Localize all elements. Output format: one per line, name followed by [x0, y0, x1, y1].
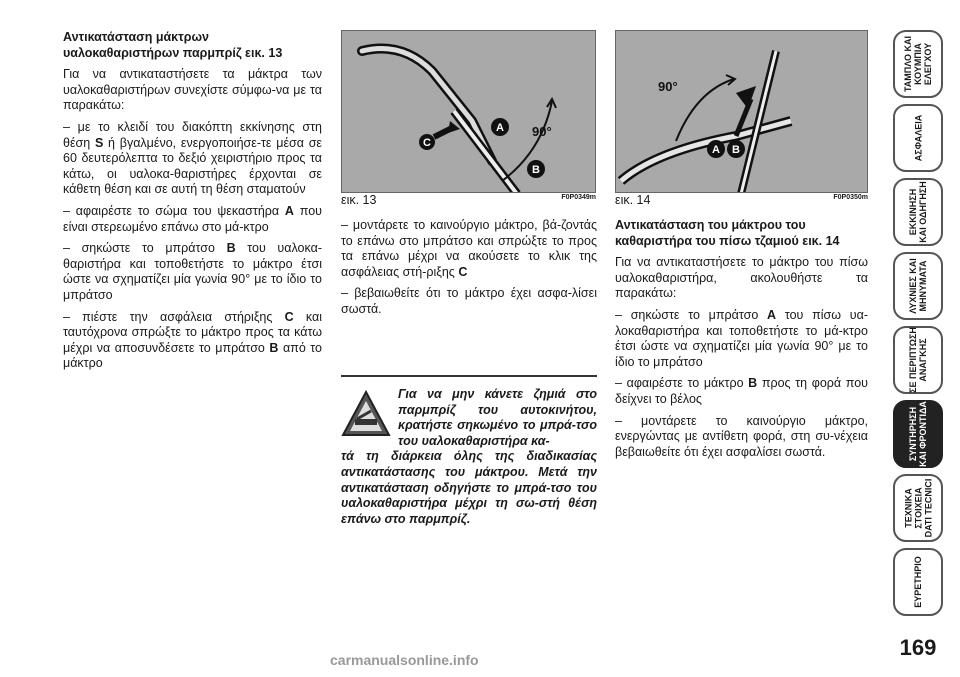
tab-index[interactable]: ΕΥΡΕΤΗΡΙΟ [893, 548, 943, 616]
warning-box [341, 375, 597, 527]
angle-label: 90° [658, 79, 678, 94]
tab-starting-driving[interactable]: ΕΚΚΙΝΗΣΗ ΚΑΙ ΟΔΗΓΗΣΗ [893, 178, 943, 246]
paragraph: – βεβαιωθείτε ότι το μάκτρο έχει ασφα-λίσει σωστά. [341, 286, 597, 316]
paragraph: – σηκώστε το μπράτσο B του υαλοκα-θαριστήρα και τοποθετήστε το μάκτρο έτσι ώστε να σχηματίζει μία γωνία 90° με το ίδιο το μπράτσο [63, 241, 322, 302]
column-left [63, 30, 322, 378]
tab-maintenance[interactable]: ΣΥΝΤΗΡΗΣΗ ΚΑΙ ΦΡΟΝΤΙΔΑ [893, 400, 943, 468]
paragraph: Για να αντικαταστήσετε τα μάκτρα των υαλοκαθαριστήρων συνεχίστε σύμφω-να με τα παρακάτω: [63, 67, 322, 113]
wiper-diagram-13 [342, 31, 596, 193]
angle-label: 90° [532, 124, 552, 139]
label-A: A [712, 144, 720, 156]
paragraph: – σηκώστε το μπράτσο A του πίσω υα-λοκαθαριστήρα και τοποθετήστε το μά-κτρο έτσι ώστε να σχηματίζει μία γωνία 90° με το ίδιο το μπράτσο [615, 307, 868, 369]
tab-safety[interactable]: ΑΣΦΑΛΕΙΑ [893, 104, 943, 172]
label-A: A [496, 122, 504, 134]
figure-14-caption: εικ. 14 F0P0350m [615, 193, 868, 207]
paragraph: – πιέστε την ασφάλεια στήριξης C και ταυτόχρονα σπρώξτε το μάκτρο προς τα κάτω μέχρι να αποσυνδέσετε το μπράτσο B από το μάκτρο [63, 309, 323, 371]
figure-14 [615, 30, 868, 193]
paragraph: Για να αντικαταστήσετε το μάκτρο του πίσω υαλοκαθαριστήρα, ακολουθήστε τα παρακάτω: [615, 255, 868, 301]
watermark: carmanualsonline.info [330, 652, 479, 668]
warning-text-b: τά τη διάρκεια όλης της διαδικασίας αντικατάστασης του μάκτρου. Μετά την αντικατάσταση οδηγήστε το μπρά-τσο του υαλοκαθαριστήρα μέχρι τη σω-στή θέση επάνω στο παρμπρίζ. [341, 449, 597, 526]
figure-13 [341, 30, 596, 193]
section-heading-rear-wiper: Αντικατάσταση του μάκτρου του καθαριστήρα του πίσω τζαμιού εικ. 14 [615, 218, 840, 248]
paragraph: – αφαιρέστε το μάκτρο B προς τη φορά που δείχνει το βέλος [615, 376, 869, 406]
tab-technical-data[interactable]: ΤΕΧΝΙΚΑ ΣΤΟΙΧΕΙΑ DATI TECNICI [893, 474, 943, 542]
warning-triangle-icon [341, 389, 391, 439]
paragraph: – μοντάρετε το καινούργιο μάκτρο, ενεργώντας με αντίθετη φορά, στη συ-νέχεια βεβαιωθείτε ότι έχει ασφαλίσει σωστά. [615, 413, 868, 459]
wiper-diagram-14 [616, 31, 868, 193]
page-number: 169 [899, 635, 937, 660]
figure-13-caption: εικ. 13 F0P0349m [341, 193, 596, 207]
paragraph: – με το κλειδί του διακόπτη εκκίνησης στη θέση S ή βγαλμένο, ενεργοποιήσε-τε μέσα σε 60 δευτερόλεπτα το δεξιό χειριστήριο προς τα κάτω, οι υαλοκα-θαριστήρες έρχονται σε κάθετη θέση και σε αυτή τη θέση σταματούν [63, 119, 322, 197]
tab-dashboard[interactable]: ΤΑΜΠΛΟ ΚΑΙ ΚΟΥΜΠΙΑ ΕΛΕΓΧΟΥ [893, 30, 943, 98]
paragraph: – αφαιρέστε το σώμα του ψεκαστήρα A που είναι στερεωμένο επάνω στο μά-κτρο [63, 203, 322, 234]
tab-warning-lights[interactable]: ΛΥΧΝΙΕΣ ΚΑΙ ΜΗΝΥΜΑΤΑ [893, 252, 943, 320]
tab-emergency[interactable]: ΣΕ ΠΕΡΙΠΤΩΣΗ ΑΝΑΓΚΗΣ [893, 326, 943, 394]
section-heading-windshield: Αντικατάσταση μάκτρων υαλοκαθαριστήρων παρμπρίζ εικ. 13 [63, 30, 283, 60]
column-right [615, 218, 868, 466]
paragraph: – μοντάρετε το καινούργιο μάκτρο, βά-ζοντάς το επάνω στο μπράτσο και σπρώξτε το προς τα επάνω μέχρι να ακούσετε το κλικ της ασφάλειας στή-ριξης C [341, 218, 597, 279]
column-middle [341, 218, 597, 324]
label-C: C [423, 137, 431, 149]
label-B: B [732, 144, 740, 156]
warning-text-a: Για να μην κάνετε ζημιά στο παρμπρίζ του αυτοκινήτου, κρατήστε σηκωμένο το μπρά-τσο του υαλοκαθαριστήρα κα- [398, 387, 597, 448]
chapter-tabs [893, 30, 943, 622]
label-B: B [532, 164, 540, 176]
